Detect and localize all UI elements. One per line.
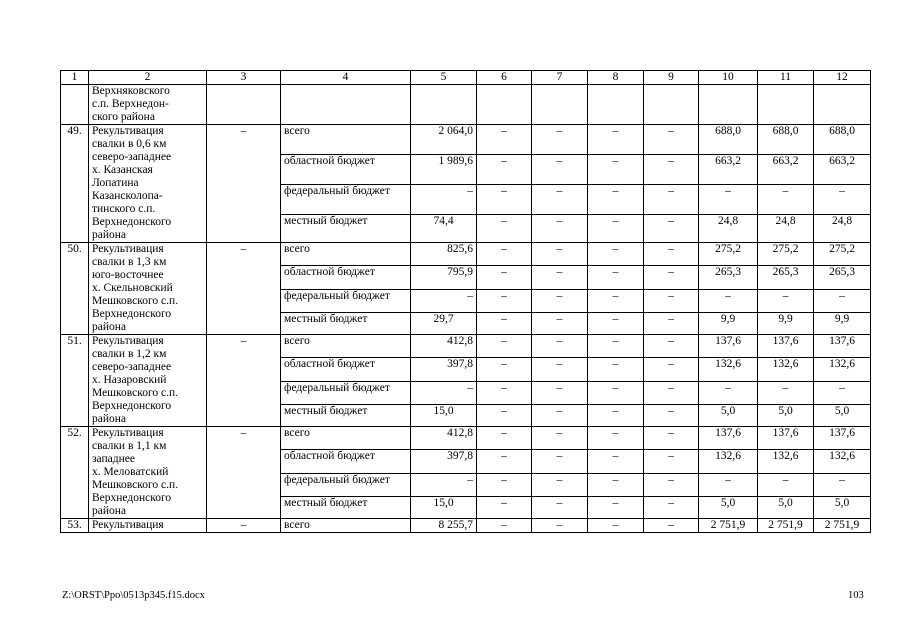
value-cell: – <box>814 473 871 496</box>
value-cell: – <box>644 266 699 289</box>
table-cell <box>699 85 758 125</box>
value-cell: 5,0 <box>699 497 758 519</box>
item-number: 53. <box>61 519 89 533</box>
value-cell: – <box>814 381 871 404</box>
item-number: 49. <box>61 125 89 243</box>
table-cell <box>532 85 588 125</box>
value-cell: 412,8 <box>411 427 477 450</box>
table-cell <box>411 85 477 125</box>
value-cell: 132,6 <box>814 450 871 473</box>
value-cell: – <box>411 381 477 404</box>
value-cell: – <box>758 473 814 496</box>
value-cell: 275,2 <box>699 243 758 266</box>
value-cell: – <box>477 473 532 496</box>
budget-label: местный бюджет <box>281 497 411 519</box>
value-cell: – <box>644 243 699 266</box>
budget-label: всего <box>281 243 411 266</box>
budget-label: местный бюджет <box>281 313 411 335</box>
budget-label: областной бюджет <box>281 266 411 289</box>
value-cell: – <box>477 381 532 404</box>
value-cell: 137,6 <box>699 335 758 358</box>
value-cell: 15,0 <box>411 405 477 427</box>
value-cell: – <box>644 405 699 427</box>
value-cell: 137,6 <box>814 427 871 450</box>
value-cell: – <box>588 473 644 496</box>
value-cell: – <box>644 381 699 404</box>
value-cell: 8 255,7 <box>411 519 477 533</box>
value-cell: – <box>644 450 699 473</box>
value-cell: – <box>644 185 699 215</box>
value-cell: – <box>644 427 699 450</box>
value-cell: 265,3 <box>758 266 814 289</box>
value-cell: – <box>532 427 588 450</box>
value-cell: 9,9 <box>814 313 871 335</box>
value-cell: 412,8 <box>411 335 477 358</box>
value-cell: – <box>758 381 814 404</box>
value-cell: 663,2 <box>699 155 758 185</box>
value-cell: 5,0 <box>758 405 814 427</box>
value-cell: 2 751,9 <box>758 519 814 533</box>
value-cell: 1 989,6 <box>411 155 477 185</box>
value-cell: 5,0 <box>814 497 871 519</box>
page-number: 103 <box>848 590 864 601</box>
value-cell: – <box>588 266 644 289</box>
value-cell: – <box>477 519 532 533</box>
value-cell: 2 064,0 <box>411 125 477 155</box>
budget-label: всего <box>281 519 411 533</box>
value-cell: – <box>532 473 588 496</box>
value-cell: – <box>411 289 477 312</box>
column-header: 9 <box>644 71 699 85</box>
table-cell: – <box>207 335 281 427</box>
value-cell: 29,7 <box>411 313 477 335</box>
value-cell: – <box>532 185 588 215</box>
value-cell: – <box>588 497 644 519</box>
value-cell: 132,6 <box>814 358 871 381</box>
table-row <box>61 85 871 125</box>
table-row <box>61 243 871 266</box>
value-cell: – <box>699 289 758 312</box>
value-cell: – <box>699 473 758 496</box>
value-cell: – <box>699 381 758 404</box>
value-cell: – <box>588 155 644 185</box>
value-cell: 9,9 <box>699 313 758 335</box>
value-cell: – <box>588 125 644 155</box>
budget-label: федеральный бюджет <box>281 185 411 215</box>
value-cell: 24,8 <box>699 215 758 243</box>
value-cell: – <box>588 358 644 381</box>
value-cell: 132,6 <box>758 450 814 473</box>
value-cell: – <box>644 358 699 381</box>
table-cell: – <box>207 427 281 519</box>
value-cell: – <box>411 473 477 496</box>
value-cell: – <box>477 155 532 185</box>
column-header: 6 <box>477 71 532 85</box>
value-cell: – <box>644 289 699 312</box>
column-header: 1 <box>61 71 89 85</box>
value-cell: – <box>477 125 532 155</box>
value-cell: 397,8 <box>411 358 477 381</box>
value-cell: – <box>477 405 532 427</box>
budget-table <box>60 70 871 533</box>
table-cell <box>281 85 411 125</box>
item-number: 52. <box>61 427 89 519</box>
column-header: 2 <box>89 71 207 85</box>
value-cell: – <box>532 125 588 155</box>
column-header: 11 <box>758 71 814 85</box>
table-cell <box>758 85 814 125</box>
value-cell: 663,2 <box>758 155 814 185</box>
table-row <box>61 519 871 533</box>
value-cell: – <box>588 427 644 450</box>
budget-label: местный бюджет <box>281 215 411 243</box>
budget-label: федеральный бюджет <box>281 473 411 496</box>
table-cell: – <box>207 243 281 335</box>
value-cell: – <box>477 313 532 335</box>
value-cell: 275,2 <box>758 243 814 266</box>
value-cell: – <box>588 381 644 404</box>
value-cell: 265,3 <box>814 266 871 289</box>
value-cell: – <box>532 450 588 473</box>
value-cell: – <box>532 405 588 427</box>
table-row <box>61 427 871 450</box>
value-cell: – <box>588 335 644 358</box>
value-cell: 137,6 <box>758 427 814 450</box>
column-header: 5 <box>411 71 477 85</box>
value-cell: – <box>588 405 644 427</box>
table-cell: – <box>207 125 281 243</box>
value-cell: – <box>644 497 699 519</box>
table-row <box>61 125 871 155</box>
item-number: 50. <box>61 243 89 335</box>
value-cell: 24,8 <box>814 215 871 243</box>
value-cell: – <box>477 427 532 450</box>
value-cell: 137,6 <box>814 335 871 358</box>
value-cell: 2 751,9 <box>699 519 758 533</box>
value-cell: 2 751,9 <box>814 519 871 533</box>
value-cell: – <box>532 497 588 519</box>
column-header: 7 <box>532 71 588 85</box>
value-cell: 397,8 <box>411 450 477 473</box>
value-cell: – <box>699 185 758 215</box>
value-cell: – <box>644 519 699 533</box>
value-cell: 688,0 <box>758 125 814 155</box>
budget-label: всего <box>281 125 411 155</box>
value-cell: – <box>477 450 532 473</box>
value-cell: – <box>814 185 871 215</box>
value-cell: 24,8 <box>758 215 814 243</box>
value-cell: – <box>532 289 588 312</box>
value-cell: – <box>758 289 814 312</box>
value-cell: 5,0 <box>814 405 871 427</box>
value-cell: 15,0 <box>411 497 477 519</box>
value-cell: – <box>477 266 532 289</box>
value-cell: 9,9 <box>758 313 814 335</box>
value-cell: – <box>477 358 532 381</box>
value-cell: 137,6 <box>699 427 758 450</box>
value-cell: – <box>588 519 644 533</box>
value-cell: – <box>477 215 532 243</box>
table-cell <box>477 85 532 125</box>
value-cell: – <box>477 185 532 215</box>
value-cell: – <box>644 313 699 335</box>
item-name: Рекультивация свалки в 1,1 км западнее х. Меловатский Мешковского с.п. Верхнедонского района <box>89 427 207 519</box>
value-cell: – <box>532 519 588 533</box>
value-cell: – <box>588 289 644 312</box>
value-cell: 5,0 <box>758 497 814 519</box>
value-cell: – <box>477 289 532 312</box>
value-cell: 688,0 <box>699 125 758 155</box>
item-name: Рекультивация свалки в 1,2 км северо-западнее х. Назаровский Мешковского с.п. Верхнедонского района <box>89 335 207 427</box>
item-name: Верхняковского с.п. Верхнедон- ского района <box>89 85 207 125</box>
column-header: 3 <box>207 71 281 85</box>
value-cell: 74,4 <box>411 215 477 243</box>
value-cell: – <box>477 243 532 266</box>
budget-label: федеральный бюджет <box>281 381 411 404</box>
value-cell: – <box>588 243 644 266</box>
footer-file-path: Z:\ORST\Ppo\0513p345.f15.docx <box>62 590 205 601</box>
value-cell: 825,6 <box>411 243 477 266</box>
table-row <box>61 335 871 358</box>
value-cell: 795,9 <box>411 266 477 289</box>
item-name: Рекультивация свалки в 0,6 км северо-западнее х. Казанская Лопатина Казансколопа- тинского с.п. Верхнедонского района <box>89 125 207 243</box>
value-cell: – <box>644 473 699 496</box>
value-cell: – <box>758 185 814 215</box>
value-cell: – <box>532 313 588 335</box>
budget-label: местный бюджет <box>281 405 411 427</box>
item-number: 51. <box>61 335 89 427</box>
value-cell: – <box>588 185 644 215</box>
value-cell: – <box>532 215 588 243</box>
table-cell <box>814 85 871 125</box>
table-cell <box>588 85 644 125</box>
table-cell <box>644 85 699 125</box>
item-name: Рекультивация свалки в 1,3 км юго-восточнее х. Скельновский Мешковского с.п. Верхнедонского района <box>89 243 207 335</box>
value-cell: – <box>532 155 588 185</box>
item-name: Рекультивация <box>89 519 207 533</box>
value-cell: – <box>644 335 699 358</box>
value-cell: – <box>532 335 588 358</box>
budget-label: федеральный бюджет <box>281 289 411 312</box>
value-cell: – <box>411 185 477 215</box>
value-cell: 5,0 <box>699 405 758 427</box>
value-cell: – <box>644 215 699 243</box>
value-cell: – <box>532 243 588 266</box>
table-cell: – <box>207 519 281 533</box>
value-cell: 132,6 <box>699 358 758 381</box>
budget-label: всего <box>281 427 411 450</box>
value-cell: – <box>814 289 871 312</box>
table-cell <box>207 85 281 125</box>
value-cell: – <box>644 155 699 185</box>
value-cell: – <box>532 358 588 381</box>
column-header: 12 <box>814 71 871 85</box>
column-header: 4 <box>281 71 411 85</box>
value-cell: 275,2 <box>814 243 871 266</box>
budget-label: областной бюджет <box>281 450 411 473</box>
value-cell: – <box>532 381 588 404</box>
value-cell: 688,0 <box>814 125 871 155</box>
value-cell: 265,3 <box>699 266 758 289</box>
value-cell: – <box>477 335 532 358</box>
column-header: 8 <box>588 71 644 85</box>
value-cell: – <box>477 497 532 519</box>
value-cell: 132,6 <box>699 450 758 473</box>
budget-label: областной бюджет <box>281 155 411 185</box>
value-cell: – <box>532 266 588 289</box>
value-cell: 137,6 <box>758 335 814 358</box>
budget-label: областной бюджет <box>281 358 411 381</box>
value-cell: – <box>588 450 644 473</box>
budget-label: всего <box>281 335 411 358</box>
header-row <box>61 71 871 85</box>
value-cell: – <box>588 215 644 243</box>
value-cell: – <box>644 125 699 155</box>
value-cell: 132,6 <box>758 358 814 381</box>
column-header: 10 <box>699 71 758 85</box>
value-cell: – <box>588 313 644 335</box>
table-cell <box>61 85 89 125</box>
value-cell: 663,2 <box>814 155 871 185</box>
